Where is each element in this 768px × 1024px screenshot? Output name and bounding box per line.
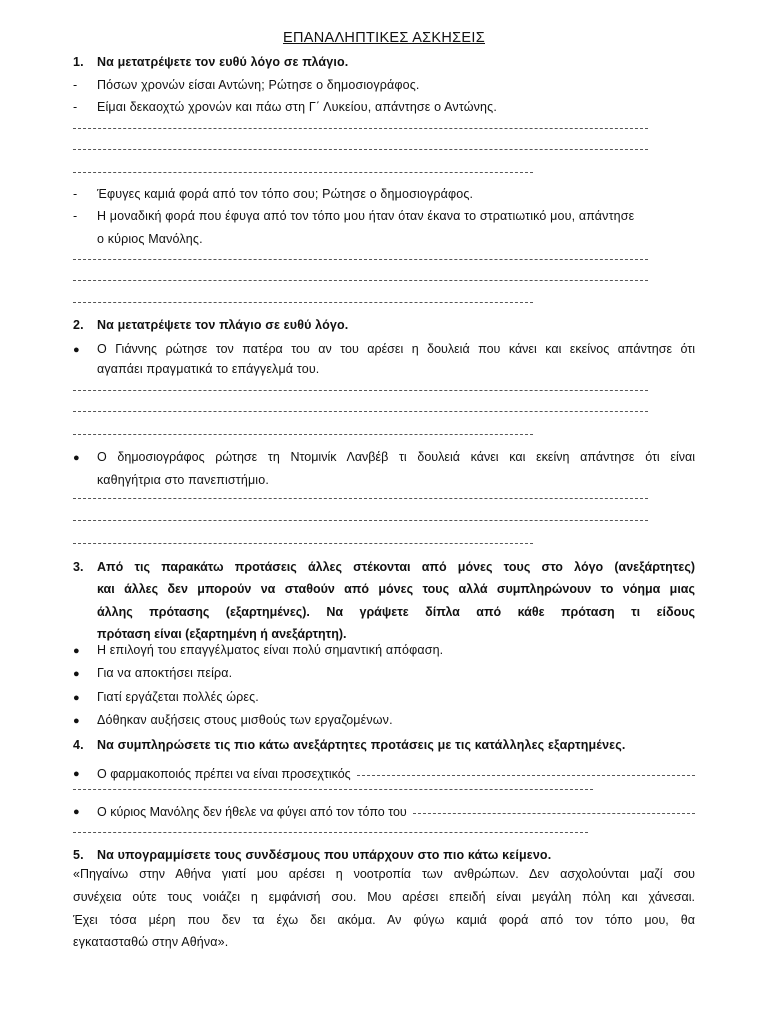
exercise-3-heading-line: και άλλες δεν μπορούν να σταθούν από μόνες τους αλλά συμπληρώνουν το νόημα μιας <box>97 582 695 596</box>
exercise-5-number: 5. <box>73 848 84 862</box>
exercise-1-heading <box>73 54 348 70</box>
exercise-3-number: 3. <box>73 560 84 574</box>
exercise-1-line <box>73 208 634 224</box>
exercise-3-heading-line: πρόταση είναι (εξαρτημένη ή ανεξάρτητη). <box>97 627 347 641</box>
answer-line[interactable] <box>413 813 695 814</box>
exercise-4-heading <box>73 737 626 753</box>
exercise-4-item <box>73 804 695 820</box>
answer-line[interactable] <box>73 789 593 790</box>
answer-line[interactable] <box>73 520 648 521</box>
exercise-3-heading-line: Από τις παρακάτω προτάσεις άλλες στέκονται από μόνες τους στο λόγο (ανεξάρτητες) <box>97 560 695 574</box>
exercise-1-number: 1. <box>73 55 84 69</box>
answer-line[interactable] <box>73 280 648 281</box>
answer-line[interactable] <box>73 498 648 499</box>
answer-line[interactable] <box>73 128 648 129</box>
answer-line[interactable] <box>73 390 648 391</box>
exercise-5-text-line: Έχει τόσα μέρη που δεν τα έχω δει ακόμα. Αν φύγω καμιά φορά από τον τόπο μου, θα <box>73 913 695 927</box>
answer-line[interactable] <box>73 411 648 412</box>
worksheet-title: ΕΠΑΝΑΛΗΠΤΙΚΕΣ ΑΣΚΗΣΕΙΣ <box>282 30 485 46</box>
exercise-2-item-line: Ο δημοσιογράφος ρώτησε τη Ντομινίκ Λανβέβ τι δουλειά κάνει και εκείνη απάντησε ότι είναι <box>97 450 695 464</box>
exercise-3-heading-line: άλλης πρότασης (εξαρτημένες). Να γράψετε δίπλα από κάθε πρόταση τι είδους <box>97 605 695 619</box>
bullet-marker: ● <box>73 668 80 680</box>
answer-line[interactable] <box>73 302 533 303</box>
exercise-2-item-line: αγαπάει πραγματικά το επάγγελμά του. <box>97 362 320 376</box>
exercise-1-line <box>73 186 473 202</box>
exercise-1-line <box>73 99 497 115</box>
exercise-1-heading-text: Να μετατρέψετε τον ευθύ λόγο σε πλάγιο. <box>97 55 349 69</box>
bullet-marker: ● <box>73 692 80 704</box>
exercise-2-heading <box>73 317 348 333</box>
dash-marker: - <box>73 78 78 92</box>
exercise-4-heading-text: Να συμπληρώσετε τις πιο κάτω ανεξάρτητες προτάσεις με τις κατάλληλες εξαρτημένες. <box>97 738 626 752</box>
answer-line[interactable] <box>73 832 588 833</box>
bullet-marker: ● <box>73 768 80 780</box>
bullet-marker: ● <box>73 715 80 727</box>
exercise-5-text-line: «Πηγαίνω στην Αθήνα γιατί μου αρέσει η νοοτροπία των ανθρώπων. Δεν ασχολούνται μαζί σου <box>73 867 695 881</box>
exercise-2-heading-text: Να μετατρέψετε τον πλάγιο σε ευθύ λόγο. <box>97 318 349 332</box>
exercise-3-item-text: Γιατί εργάζεται πολλές ώρες. <box>97 690 259 704</box>
answer-line[interactable] <box>357 775 695 776</box>
exercise-2-number: 2. <box>73 318 84 332</box>
bullet-marker: ● <box>73 645 80 657</box>
exercise-4-item <box>73 766 695 782</box>
bullet-item <box>73 712 393 729</box>
exercise-2-item-line: καθηγήτρια στο πανεπιστήμιο. <box>97 473 269 487</box>
bullet-marker: ● <box>73 806 80 818</box>
answer-line[interactable] <box>73 172 533 173</box>
dash-marker: - <box>73 209 78 223</box>
exercise-5-text-line: εγκατασταθώ στην Αθήνα». <box>73 935 229 949</box>
dash-marker: - <box>73 100 78 114</box>
exercise-3-item-text: Για να αποκτήσει πείρα. <box>97 666 233 680</box>
exercise-4-item-text: Ο κύριος Μανόλης δεν ήθελε να φύγει από τον τόπο του <box>97 805 407 819</box>
answer-line[interactable] <box>73 434 533 435</box>
answer-line[interactable] <box>73 543 533 544</box>
answer-line[interactable] <box>73 149 648 150</box>
exercise-3-item-text: Δόθηκαν αυξήσεις στους μισθούς των εργαζομένων. <box>97 713 393 727</box>
exercise-2-item-line: Ο Γιάννης ρώτησε τον πατέρα του αν του αρέσει η δουλειά που κάνει και εκείνος απάντησε ότι <box>97 342 695 356</box>
bullet-marker: ● <box>73 344 80 356</box>
bullet-item <box>73 449 97 466</box>
exercise-1-line <box>73 77 420 93</box>
bullet-item <box>73 689 259 706</box>
exercise-1-line-text: Είμαι δεκαοχτώ χρονών και πάω στη Γ΄ Λυκείου, απάντησε ο Αντώνης. <box>97 100 497 114</box>
exercise-1-line-text: Η μοναδική φορά που έφυγα από τον τόπο μου ήταν όταν έκανα το στρατιωτικό μου, απάντησε <box>97 209 635 223</box>
exercise-1-line-text: Έφυγες καμιά φορά από τον τόπο σου; Ρώτησε ο δημοσιογράφος. <box>97 187 474 201</box>
exercise-5-text-line: συνέχεια ούτε τους νοιάζει η εμφάνισή σου. Μου αρέσει επειδή είναι μεγάλη πόλη και χάνεσαι. <box>73 890 695 904</box>
exercise-4-item-text: Ο φαρμακοποιός πρέπει να είναι προσεχτικός <box>97 767 351 781</box>
bullet-item <box>73 665 232 682</box>
bullet-item <box>73 642 443 659</box>
exercise-3-item-text: Η επιλογή του επαγγέλματος είναι πολύ σημαντική απόφαση. <box>97 643 444 657</box>
exercise-1-line-text: Πόσων χρονών είσαι Αντώνη; Ρώτησε ο δημοσιογράφος. <box>97 78 420 92</box>
exercise-1-line: ο κύριος Μανόλης. <box>97 232 203 246</box>
exercise-5-heading <box>73 847 551 863</box>
bullet-item <box>73 341 97 358</box>
bullet-marker: ● <box>73 452 80 464</box>
dash-marker: - <box>73 187 78 201</box>
exercise-4-number: 4. <box>73 738 84 752</box>
answer-line[interactable] <box>73 259 648 260</box>
exercise-5-heading-text: Να υπογραμμίσετε τους συνδέσμους που υπάρχουν στο πιο κάτω κείμενο. <box>97 848 552 862</box>
